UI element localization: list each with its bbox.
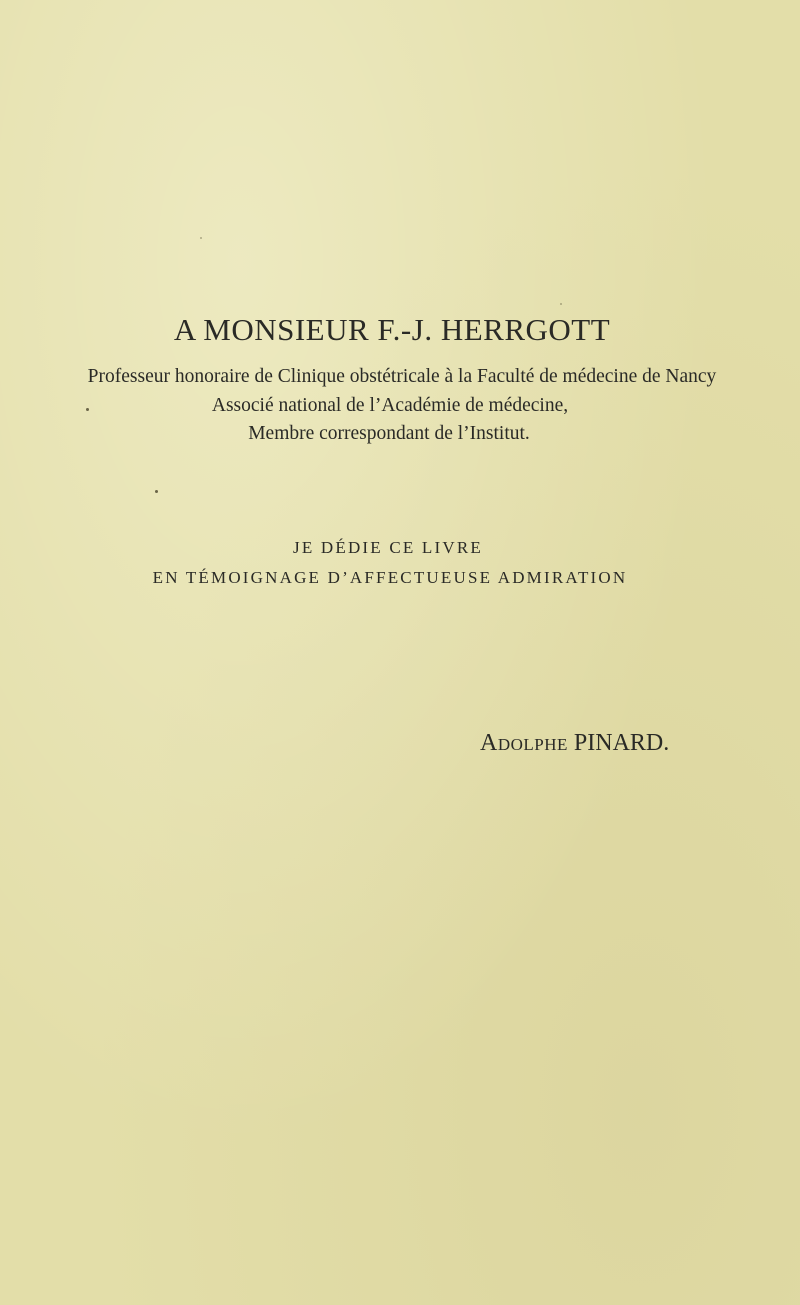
- subtitle-line-2: Associé national de l’Académie de médecine,: [211, 395, 569, 416]
- author-first-name: Adolphe: [480, 730, 568, 756]
- subtitle-line-3: Membre correspondant de l’Institut.: [248, 423, 530, 444]
- paper-speck: [200, 237, 202, 239]
- paper-speck: [560, 303, 562, 305]
- dedication-line-2: EN TÉMOIGNAGE D’AFFECTUEUSE ADMIRATION: [152, 568, 628, 587]
- paper-speck: [86, 408, 89, 411]
- author-signature: [480, 730, 669, 757]
- dedication-line-1: JE DÉDIE CE LIVRE: [293, 538, 483, 557]
- dedication-title: A MONSIEUR F.-J. HERRGOTT: [173, 312, 611, 347]
- subtitle-line-1: Professeur honoraire de Clinique obstétricale à la Faculté de médecine de Nancy: [87, 366, 717, 387]
- author-surname: PINARD.: [567, 730, 670, 756]
- author-name: [480, 730, 669, 756]
- paper-speck: [155, 490, 158, 493]
